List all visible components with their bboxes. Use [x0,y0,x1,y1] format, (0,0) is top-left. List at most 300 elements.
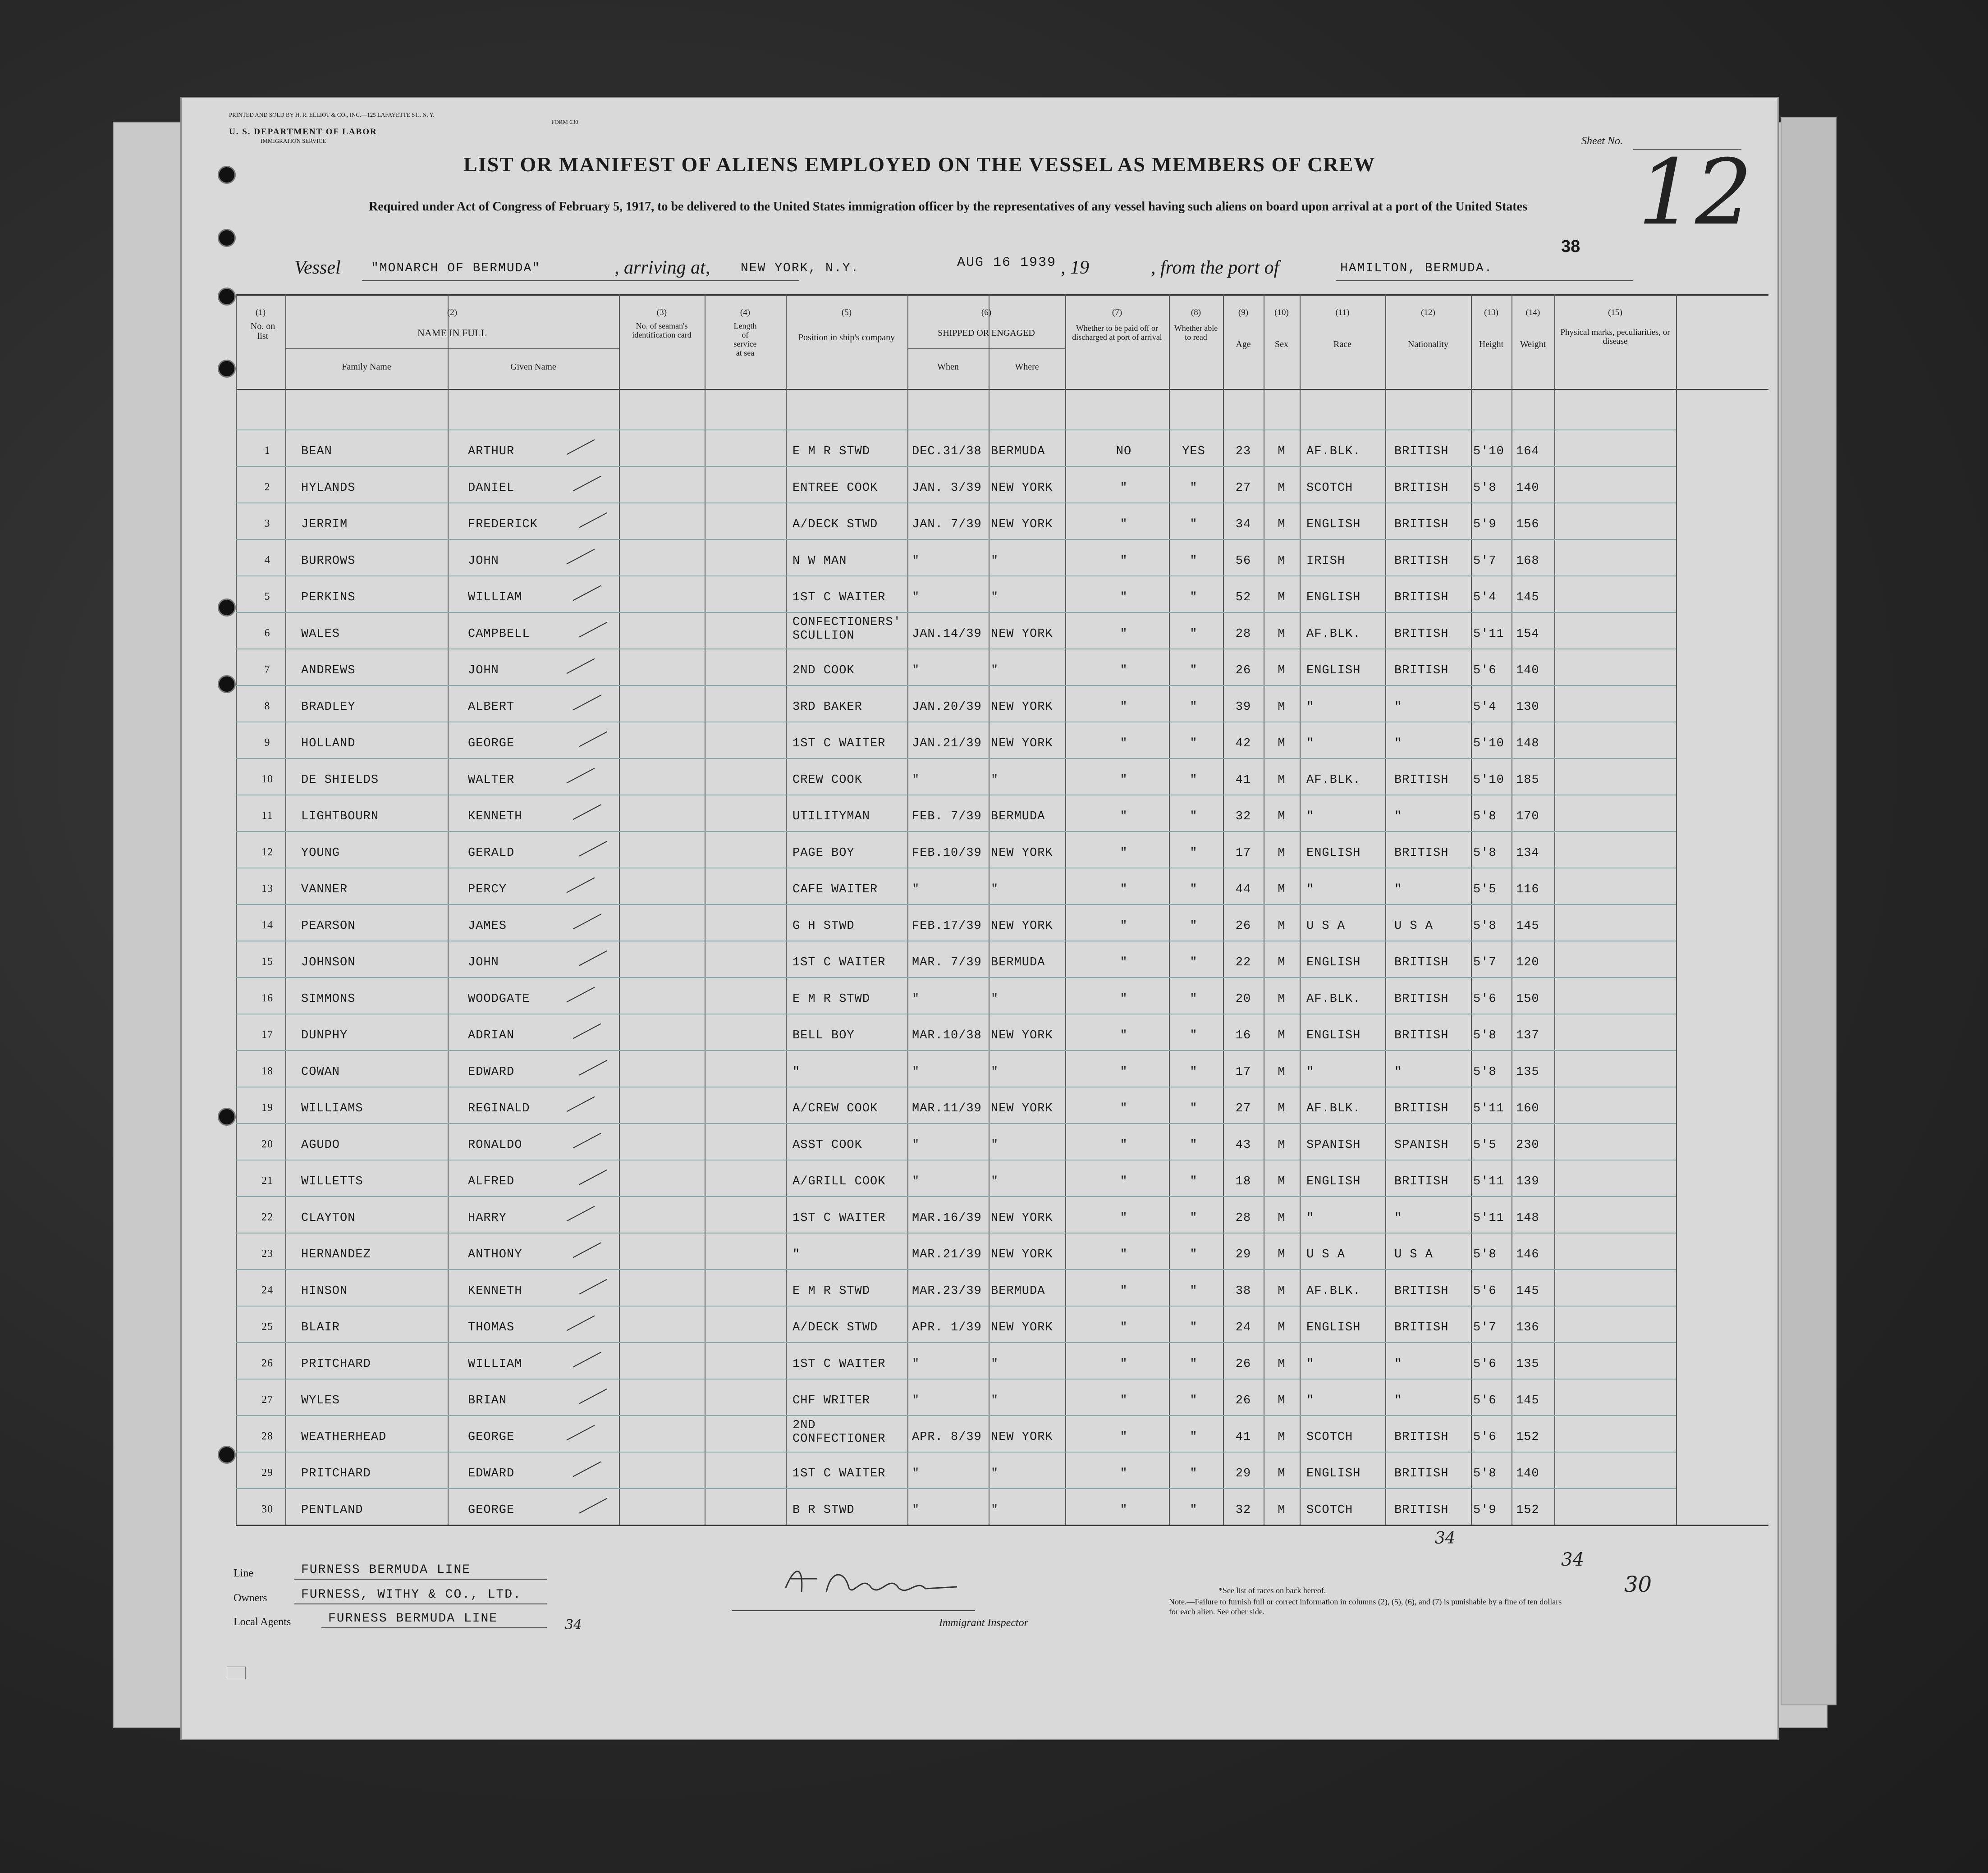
cell-family-name: PRITCHARD [301,1467,371,1480]
cell-age: 17 [1235,846,1251,860]
cell-age: 42 [1235,737,1251,750]
cell-shipped-where: BERMUDA [991,445,1045,458]
cell-given-name: WOODGATE [468,992,530,1006]
cell-race: " [1306,810,1315,823]
cell-race: ENGLISH [1306,664,1361,677]
cell-age: 52 [1235,591,1251,604]
col-physical-marks: Physical marks, peculiarities, or disease [1560,328,1670,346]
cell-height: 5'11 [1473,1211,1504,1225]
cell-race: ENGLISH [1306,1175,1361,1188]
col-shipped-engaged: SHIPPED OR ENGAGED [938,328,1035,338]
check-mark [573,1243,601,1258]
col-height: Height [1479,339,1504,349]
cell-position: ASST COOK [792,1138,862,1152]
cell-age: 41 [1235,1430,1251,1444]
cell-paid-off: " [1120,1467,1128,1480]
cell-age: 29 [1235,1248,1251,1261]
cell-row-number: 22 [261,1211,273,1223]
col-where: Where [1015,362,1039,372]
cell-sex: M [1278,846,1286,860]
cell-nationality: " [1394,1065,1402,1079]
cell-given-name: RONALDO [468,1138,522,1152]
cell-race: ENGLISH [1306,1467,1361,1480]
cell-row-number: 25 [261,1321,273,1333]
row-rule [236,1269,1676,1270]
cell-able-to-read: " [1190,627,1198,641]
inspector-label: Immigrant Inspector [939,1617,1028,1629]
cell-nationality: BRITISH [1394,1102,1449,1115]
cell-given-name: WILLIAM [468,1357,522,1371]
cell-age: 27 [1235,1102,1251,1115]
cell-weight: 154 [1516,627,1539,641]
cell-paid-off: " [1120,1065,1128,1079]
cell-nationality: BRITISH [1394,1175,1449,1188]
cell-row-number: 18 [261,1065,273,1077]
cell-height: 5'6 [1473,1430,1497,1444]
cell-nationality: BRITISH [1394,1430,1449,1444]
cell-weight: 140 [1516,1467,1539,1480]
cell-age: 32 [1235,810,1251,823]
binder-hole [218,1446,236,1464]
col-8-number: (8) [1191,308,1201,317]
cell-able-to-read: " [1190,1284,1198,1298]
cell-row-number: 10 [261,773,273,785]
cell-race: SCOTCH [1306,481,1353,495]
cell-race: " [1306,1394,1315,1407]
crew-table [236,294,1768,1556]
agents-label: Local Agents [234,1616,291,1628]
cell-paid-off: " [1120,773,1128,787]
cell-family-name: VANNER [301,883,348,896]
cell-weight: 120 [1516,956,1539,969]
cell-position: CAFE WAITER [792,883,878,896]
cell-given-name: ALBERT [468,700,515,714]
cell-family-name: JERRIM [301,518,348,531]
cell-able-to-read: " [1190,1467,1198,1480]
cell-height: 5'6 [1473,664,1497,677]
cell-position: G H STWD [792,919,855,933]
check-mark [579,512,608,528]
cell-sex: M [1278,956,1286,969]
cell-shipped-when: " [912,773,920,787]
binder-hole [218,1108,236,1126]
cell-able-to-read: " [1190,883,1198,896]
cell-shipped-when: MAR.21/39 [912,1248,982,1261]
row-rule [236,1488,1676,1489]
cell-able-to-read: " [1190,1211,1198,1225]
cell-weight: 185 [1516,773,1539,787]
cell-race: AF.BLK. [1306,773,1361,787]
column-rule [1300,294,1301,1525]
header-bottom-rule [236,389,1768,390]
cell-position: CREW COOK [792,773,862,787]
cell-race: AF.BLK. [1306,992,1361,1006]
cell-given-name: HARRY [468,1211,507,1225]
cell-able-to-read: " [1190,1394,1198,1407]
cell-position: E M R STWD [792,1284,870,1298]
cell-shipped-where: " [991,1503,999,1517]
cell-nationality: U S A [1394,919,1434,933]
col-no-on-list: No. on list [250,321,275,341]
cell-family-name: HERNANDEZ [301,1248,371,1261]
cell-race: AF.BLK. [1306,445,1361,458]
cell-height: 5'6 [1473,992,1497,1006]
check-mark [573,695,601,711]
cell-nationality: BRITISH [1394,664,1449,677]
cell-shipped-where: " [991,1138,999,1152]
cell-shipped-when: JAN.14/39 [912,627,982,641]
cell-shipped-where: " [991,1175,999,1188]
cell-paid-off: " [1120,992,1128,1006]
cell-weight: 164 [1516,445,1539,458]
cell-family-name: LIGHTBOURN [301,810,379,823]
cell-position: 1ST C WAITER [792,956,886,969]
cell-sex: M [1278,1503,1286,1517]
cell-race: IRISH [1306,554,1346,568]
cell-family-name: WILLETTS [301,1175,363,1188]
cell-race: " [1306,1211,1315,1225]
col-13-number: (13) [1484,308,1498,317]
cell-shipped-where: NEW YORK [991,518,1053,531]
cell-family-name: HOLLAND [301,737,356,750]
cell-given-name: GERALD [468,846,515,860]
column-rule [1385,294,1386,1525]
cell-nationality: BRITISH [1394,846,1449,860]
cell-row-number: 26 [261,1357,273,1369]
cell-shipped-when: " [912,1065,920,1079]
cell-able-to-read: " [1190,737,1198,750]
header-top-rule [236,294,1768,296]
cell-age: 56 [1235,554,1251,568]
cell-family-name: BLAIR [301,1321,340,1334]
column-rule [907,294,908,1525]
vessel-name: "MONARCH OF BERMUDA" [371,261,541,275]
cell-position: E M R STWD [792,992,870,1006]
cell-weight: 230 [1516,1138,1539,1152]
cell-position: " [792,1065,801,1079]
line-value: FURNESS BERMUDA LINE [301,1563,471,1577]
column-rule [1554,294,1555,1525]
cell-age: 29 [1235,1467,1251,1480]
cell-shipped-when: FEB.10/39 [912,846,982,860]
cell-height: 5'6 [1473,1394,1497,1407]
cell-able-to-read: " [1190,956,1198,969]
cell-position: CONFECTIONERS' SCULLION [792,616,901,643]
cell-paid-off: " [1120,883,1128,896]
cell-shipped-where: NEW YORK [991,1430,1053,1444]
col-5-number: (5) [841,308,852,317]
check-mark [567,877,595,893]
row-rule [236,1306,1676,1307]
cell-age: 22 [1235,956,1251,969]
cell-height: 5'4 [1473,700,1497,714]
cell-weight: 134 [1516,846,1539,860]
cell-given-name: BRIAN [468,1394,507,1407]
cell-row-number: 30 [261,1503,273,1515]
cell-shipped-when: MAR.16/39 [912,1211,982,1225]
cell-family-name: ANDREWS [301,664,356,677]
cell-shipped-when: APR. 8/39 [912,1430,982,1444]
row-rule [236,1050,1676,1051]
cell-row-number: 3 [264,518,270,530]
cell-height: 5'8 [1473,846,1497,860]
cell-height: 5'4 [1473,591,1497,604]
cell-sex: M [1278,773,1286,787]
cell-height: 5'7 [1473,956,1497,969]
date-stamp: AUG 16 1939 [957,255,1057,270]
cell-shipped-when: " [912,664,920,677]
cell-shipped-when: JAN.21/39 [912,737,982,750]
cell-shipped-when: " [912,1503,920,1517]
cell-paid-off: " [1120,1211,1128,1225]
cell-sex: M [1278,1175,1286,1188]
check-mark [567,1206,595,1222]
cell-nationality: " [1394,737,1402,750]
inspector-underline [732,1610,975,1611]
check-mark [567,768,595,784]
cell-race: " [1306,1357,1315,1371]
cell-given-name: CAMPBELL [468,627,530,641]
col-1-number: (1) [255,308,266,317]
row-rule [236,758,1676,759]
cell-able-to-read: " [1190,1357,1198,1371]
cell-family-name: CLAYTON [301,1211,356,1225]
cell-nationality: BRITISH [1394,591,1449,604]
cell-height: 5'8 [1473,919,1497,933]
cell-paid-off: " [1120,664,1128,677]
column-rule [1471,294,1472,1525]
col-age: Age [1236,339,1251,349]
row-rule [236,1379,1676,1380]
cell-height: 5'11 [1473,1102,1504,1115]
penalty-note: Note.—Failure to furnish full or correct information in columns (2), (5), (6), and (7) is punishable by a fine of ten dollars for each alien. See other side. [1169,1597,1562,1616]
cell-family-name: JOHNSON [301,956,356,969]
cell-weight: 145 [1516,591,1539,604]
cell-weight: 146 [1516,1248,1539,1261]
cell-shipped-where: NEW YORK [991,1102,1053,1115]
cell-family-name: PRITCHARD [301,1357,371,1371]
cell-height: 5'10 [1473,737,1504,750]
cell-sex: M [1278,1394,1286,1407]
row-rule [236,1123,1676,1124]
cell-position: A/DECK STWD [792,1321,878,1334]
cell-shipped-when: FEB.17/39 [912,919,982,933]
col-12-number: (12) [1421,308,1435,317]
cell-sex: M [1278,1138,1286,1152]
col-6-number: (6) [981,308,992,317]
col-15-number: (15) [1608,308,1622,317]
cell-given-name: KENNETH [468,1284,522,1298]
cell-position: UTILITYMAN [792,810,870,823]
check-mark [579,1169,608,1185]
cell-weight: 152 [1516,1503,1539,1517]
cell-nationality: SPANISH [1394,1138,1449,1152]
cell-shipped-where: BERMUDA [991,810,1045,823]
cell-age: 26 [1235,1357,1251,1371]
cell-sex: M [1278,445,1286,458]
cell-given-name: JOHN [468,956,499,969]
col-when: When [937,362,959,372]
manifest-page [180,97,1779,1740]
cell-paid-off: " [1120,737,1128,750]
check-mark [567,439,595,455]
col-9-number: (9) [1238,308,1249,317]
cell-weight: 160 [1516,1102,1539,1115]
cell-family-name: PERKINS [301,591,356,604]
check-mark [579,1279,608,1295]
cell-paid-off: " [1120,554,1128,568]
cell-row-number: 5 [264,591,270,603]
cell-position: B R STWD [792,1503,855,1517]
cell-race: ENGLISH [1306,591,1361,604]
cell-race: SCOTCH [1306,1430,1353,1444]
cell-race: AF.BLK. [1306,627,1361,641]
column-rule [1169,294,1170,1525]
cell-age: 28 [1235,1211,1251,1225]
col-4-number: (4) [740,308,751,317]
cell-shipped-when: " [912,1467,920,1480]
col-sex: Sex [1275,339,1288,349]
cell-nationality: BRITISH [1394,1321,1449,1334]
cell-shipped-where: NEW YORK [991,846,1053,860]
cell-row-number: 28 [261,1430,273,1442]
cell-weight: 145 [1516,1394,1539,1407]
column-rule [1065,294,1066,1525]
cell-sex: M [1278,591,1286,604]
cell-nationality: BRITISH [1394,1467,1449,1480]
cell-row-number: 24 [261,1284,273,1296]
cell-paid-off: NO [1116,445,1132,458]
cell-given-name: THOMAS [468,1321,515,1334]
cell-family-name: COWAN [301,1065,340,1079]
races-note: *See list of races on back hereof. [1218,1586,1326,1595]
cell-row-number: 4 [264,554,270,566]
check-mark [567,1096,595,1112]
cell-given-name: REGINALD [468,1102,530,1115]
cell-sex: M [1278,1357,1286,1371]
cell-height: 5'8 [1473,810,1497,823]
cell-race: AF.BLK. [1306,1102,1361,1115]
cell-family-name: BURROWS [301,554,356,568]
cell-age: 17 [1235,1065,1251,1079]
cell-height: 5'11 [1473,1175,1504,1188]
row-rule [236,539,1676,540]
cell-row-number: 7 [264,664,270,676]
owners-label: Owners [234,1592,267,1604]
cell-weight: 135 [1516,1357,1539,1371]
cell-weight: 168 [1516,554,1539,568]
cell-given-name: GEORGE [468,1503,515,1517]
cell-row-number: 16 [261,992,273,1004]
cell-shipped-where: " [991,773,999,787]
cell-family-name: PEARSON [301,919,356,933]
cell-position: 1ST C WAITER [792,591,886,604]
cell-row-number: 19 [261,1102,273,1114]
cell-sex: M [1278,883,1286,896]
hand-total-b: 34 [1561,1549,1584,1570]
cell-sex: M [1278,664,1286,677]
year-label: , 19 [1061,257,1089,278]
cell-shipped-where: NEW YORK [991,627,1053,641]
underlying-page-right [1781,117,1837,1705]
cell-sex: M [1278,1430,1286,1444]
cell-shipped-when: FEB. 7/39 [912,810,982,823]
cell-age: 27 [1235,481,1251,495]
col-2-number: (2) [447,308,458,317]
cell-height: 5'6 [1473,1284,1497,1298]
cell-row-number: 29 [261,1467,273,1479]
col-nationality: Nationality [1408,339,1448,349]
cell-nationality: BRITISH [1394,627,1449,641]
name-subheader-rule [285,348,619,349]
check-mark [579,1060,608,1076]
column-rule [1676,294,1677,1525]
owners-underline [294,1603,547,1604]
check-mark [579,622,608,638]
cell-able-to-read: " [1190,518,1198,531]
department-name: U. S. DEPARTMENT OF LABOR [229,127,377,137]
cell-family-name: BEAN [301,445,332,458]
cell-sex: M [1278,1029,1286,1042]
cell-shipped-where: NEW YORK [991,481,1053,495]
check-mark [573,1352,601,1368]
col-10-number: (10) [1274,308,1289,317]
cell-able-to-read: " [1190,591,1198,604]
cell-height: 5'8 [1473,1467,1497,1480]
cell-able-to-read: " [1190,1138,1198,1152]
cell-race: ENGLISH [1306,1029,1361,1042]
cell-row-number: 15 [261,956,273,968]
cell-paid-off: " [1120,591,1128,604]
cell-nationality: " [1394,883,1402,896]
printer-note: PRINTED AND SOLD BY H. R. ELLIOT & CO., INC.—125 LAFAYETTE ST., N. Y. [229,111,435,118]
hand-total-a: 34 [1435,1529,1456,1548]
vessel-underline [362,280,799,281]
check-mark [573,1023,601,1039]
cell-shipped-where: " [991,554,999,568]
cell-height: 5'5 [1473,1138,1497,1152]
cell-nationality: " [1394,810,1402,823]
cell-paid-off: " [1120,481,1128,495]
col-11-number: (11) [1335,308,1350,317]
cell-row-number: 11 [261,810,273,822]
cell-nationality: U S A [1394,1248,1434,1261]
cell-given-name: JAMES [468,919,507,933]
arrival-port: NEW YORK, N.Y. [741,261,860,275]
cell-family-name: PENTLAND [301,1503,363,1517]
cell-weight: 116 [1516,883,1539,896]
cell-age: 23 [1235,445,1251,458]
column-rule [448,294,449,1525]
cell-position: " [792,1248,801,1261]
cell-weight: 140 [1516,481,1539,495]
cell-height: 5'8 [1473,1065,1497,1079]
cell-given-name: GEORGE [468,737,515,750]
cell-age: 34 [1235,518,1251,531]
col-able-read: Whether able to read [1174,324,1218,342]
col-name-in-full: NAME IN FULL [417,327,487,338]
cell-race: ENGLISH [1306,1321,1361,1334]
cell-shipped-where: " [991,1065,999,1079]
cell-position: A/CREW COOK [792,1102,878,1115]
cell-shipped-when: MAR.10/38 [912,1029,982,1042]
vessel-label: Vessel [294,257,341,278]
cell-able-to-read: " [1190,1065,1198,1079]
row-rule [236,685,1676,686]
row-rule [236,831,1676,832]
cell-shipped-when: " [912,992,920,1006]
cell-given-name: ALFRED [468,1175,515,1188]
